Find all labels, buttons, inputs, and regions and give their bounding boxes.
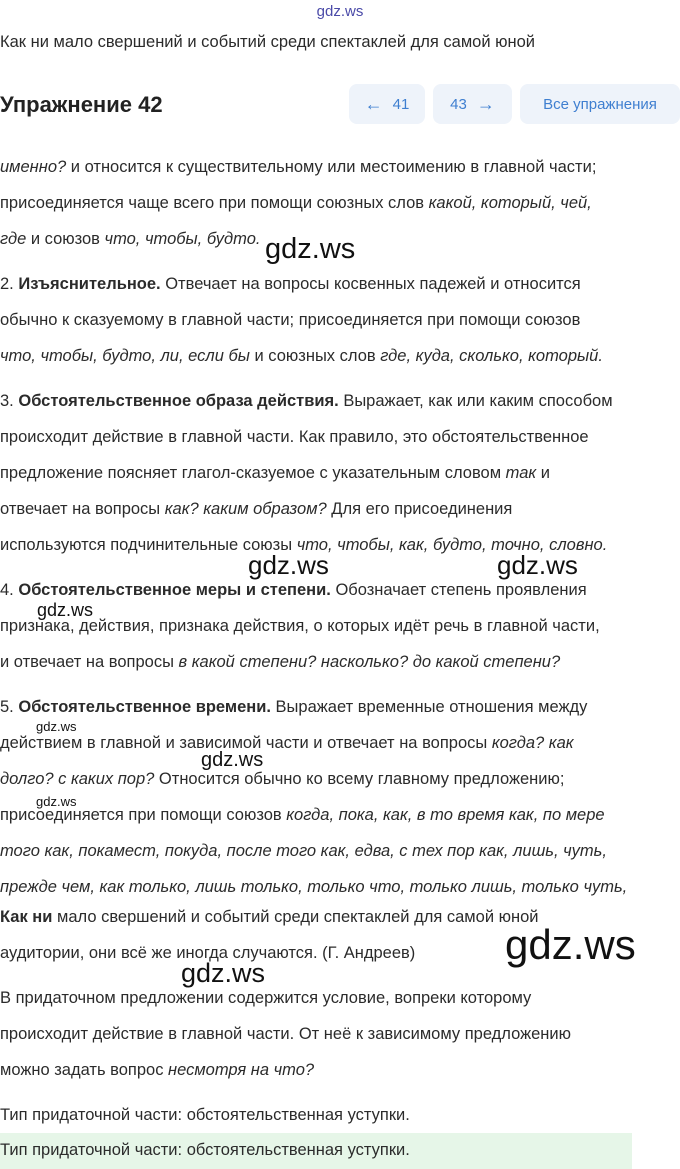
page-title: Упражнение 42 [0,92,163,117]
prev-exercise-label: 41 [392,95,410,113]
text-line: Тип придаточной части: обстоятельственная уступки. [0,1106,410,1124]
text-line: обычно к сказуемому в главной части; присоединяется при помощи союзов [0,311,581,329]
text-line: что, чтобы, будто, ли, если бы и союзных слов где, куда, сколько, который. [0,347,603,365]
text-line: присоединяется при помощи союзов когда, пока, как, в то время как, по мере [0,806,605,824]
text-line: именно? и относится к существительному или местоимению в главной части; [0,158,597,176]
prev-exercise-button[interactable] [349,84,425,124]
text-line: 3. Обстоятельственное образа действия. Выражает, как или каким способом [0,392,613,410]
watermark: gdz.ws [36,794,77,809]
text-line: предложение поясняет глагол-сказуемое с указательным словом так и [0,464,550,482]
text-line: можно задать вопрос несмотря на что? [0,1061,315,1079]
text-line: 2. Изъяснительное. Отвечает на вопросы косвенных падежей и относится [0,275,581,293]
next-exercise-label: 43 [450,95,467,113]
text-line: того как, покамест, покуда, после того как, едва, с тех пор как, лишь, чуть, [0,842,607,860]
answer-highlight [0,1133,632,1169]
watermark: gdz.ws [36,719,77,734]
text-line: и отвечает на вопросы в какой степени? насколько? до какой степени? [0,653,561,671]
text-line: Как ни мало свершений и событий среди спектаклей для самой юной [0,908,539,926]
intro-text: Как ни мало свершений и событий среди спектаклей для самой юной [0,33,536,51]
text-line: где и союзов что, чтобы, будто. [0,230,261,248]
text-line: 5. Обстоятельственное времени. Выражает временные отношения между [0,698,588,716]
all-exercises-label: Все упражнения [543,95,657,113]
watermark: gdz.ws [265,233,356,265]
text-line: аудитории, они всё же иногда случаются. (Г. Андреев) [0,944,416,962]
watermark: gdz.ws [201,749,264,771]
watermark: gdz.ws [181,958,266,988]
text-line: происходит действие в главной части. От неё к зависимому предложению [0,1025,571,1043]
text-line: присоединяется чаще всего при помощи союзных слов какой, который, чей, [0,194,592,212]
arrow-left-icon: ← [364,94,383,114]
text-line: прежде чем, как только, лишь только, только что, только лишь, только чуть, [0,878,628,896]
text-line: используются подчинительные союзы что, чтобы, как, будто, точно, словно. [0,536,608,554]
text-line: 4. Обстоятельственное меры и степени. Обозначает степень проявления [0,581,587,599]
text-line: действием в главной и зависимой части и отвечает на вопросы когда? как [0,734,574,752]
arrow-right-icon: → [476,94,495,114]
answer-text: Тип придаточной части: обстоятельственная уступки. [0,1141,410,1159]
text-line: долго? с каких пор? Относится обычно ко всему главному предложению; [0,770,565,788]
watermark: gdz.ws [505,921,636,968]
watermark-top: gdz.ws [316,3,364,20]
text-line: В придаточном предложении содержится условие, вопреки которому [0,989,532,1007]
watermark: gdz.ws [497,550,578,580]
text-line: происходит действие в главной части. Как правило, это обстоятельственное [0,428,589,446]
next-exercise-button[interactable] [433,84,512,124]
text-line: признака, действия, признака действия, о которых идёт речь в главной части, [0,617,600,635]
exercise-header [0,84,680,126]
all-exercises-button[interactable] [520,84,680,124]
watermark: gdz.ws [37,600,94,620]
watermark: gdz.ws [248,550,329,580]
text-line: отвечает на вопросы как? каким образом? Для его присоединения [0,500,513,518]
